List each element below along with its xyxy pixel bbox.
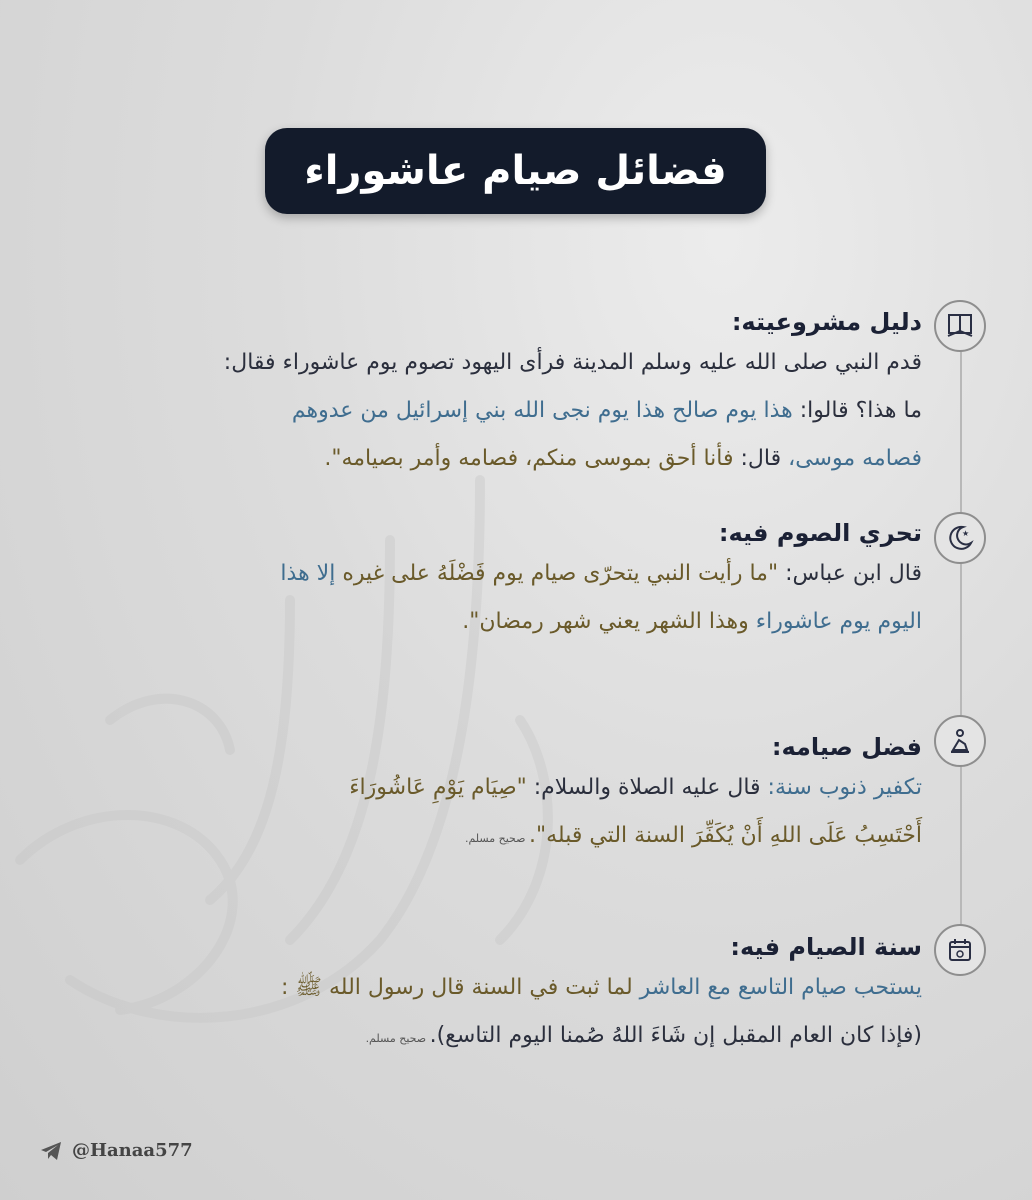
handle-text: @Hanaa577 xyxy=(72,1140,193,1161)
text-line xyxy=(62,1012,922,1063)
text-line xyxy=(62,387,922,435)
text-line xyxy=(62,550,922,598)
section-text xyxy=(62,550,922,646)
section-heading: دليل مشروعيته: xyxy=(731,308,922,336)
text-span: ما هذا؟ قالوا: xyxy=(792,398,922,423)
telegram-icon xyxy=(40,1141,62,1161)
crescent-moon-icon xyxy=(934,512,986,564)
highlight-text: هذا يوم صالح هذا يوم نجى الله بني إسرائيل من عدوهم xyxy=(291,398,793,423)
text-line xyxy=(62,598,922,646)
quote-text: "ما رأيت النبي يتحرّى صيام يوم فَضْلَهُ على غيره xyxy=(335,561,779,586)
text-line xyxy=(62,764,922,812)
text-span: قال عليه الصلاة والسلام: xyxy=(526,775,761,800)
svg-text:★: ★ xyxy=(962,529,970,538)
quote-text: أَحْتَسِبُ عَلَى اللهِ أَنْ يُكَفِّرَ السنة التي قبله". xyxy=(529,823,922,848)
section-heading: سنة الصيام فيه: xyxy=(730,933,922,961)
quote-text: وهذا الشهر يعني شهر رمضان". xyxy=(462,609,749,634)
page-title: فضائل صيام عاشوراء xyxy=(304,148,727,194)
section-heading: فضل صيامه: xyxy=(771,733,922,761)
calendar-icon xyxy=(934,924,986,976)
highlight-text: إلا هذا xyxy=(280,561,336,586)
text-line xyxy=(62,435,922,483)
highlight-text: يستحب صيام التاسع مع العاشر xyxy=(632,975,922,1000)
source-note: صحيح مسلم. xyxy=(464,832,529,845)
highlight-text: تكفير ذنوب سنة: xyxy=(760,775,922,800)
section-text xyxy=(62,339,922,483)
timeline-line xyxy=(960,345,962,965)
quote-text: فأنا أحق بموسى منكم، فصامه وأمر بصيامه". xyxy=(324,446,734,471)
source-note: صحيح مسلم. xyxy=(365,1032,430,1045)
section-seeking-fast xyxy=(62,516,922,646)
text-line xyxy=(62,812,922,863)
text-span: قال: xyxy=(733,446,782,471)
text-line xyxy=(62,964,922,1012)
section-sunnah xyxy=(62,930,922,1063)
text-span: (فإذا كان العام المقبل إن شَاءَ اللهُ صُمنا اليوم التاسع). xyxy=(429,1023,922,1048)
highlight-text: فصامه موسى، xyxy=(781,446,922,471)
quote-text: لما ثبت في السنة قال رسول الله ﷺ : xyxy=(281,975,633,1000)
text-span: قال ابن عباس: xyxy=(778,561,922,586)
section-legitimacy xyxy=(62,305,922,483)
quran-book-icon xyxy=(934,300,986,352)
footer-handle[interactable] xyxy=(40,1140,193,1161)
title-banner xyxy=(265,128,766,214)
highlight-text: اليوم يوم عاشوراء xyxy=(748,609,922,634)
quote-text: "صِيَام يَوْمِ عَاشُورَاءَ xyxy=(349,775,527,800)
section-heading: تحري الصوم فيه: xyxy=(718,519,922,547)
section-virtue xyxy=(62,730,922,863)
text-line: قدم النبي صلى الله عليه وسلم المدينة فرأى اليهود تصوم يوم عاشوراء فقال: xyxy=(223,350,922,375)
section-text xyxy=(62,764,922,863)
section-text xyxy=(62,964,922,1063)
praying-person-icon xyxy=(934,715,986,767)
